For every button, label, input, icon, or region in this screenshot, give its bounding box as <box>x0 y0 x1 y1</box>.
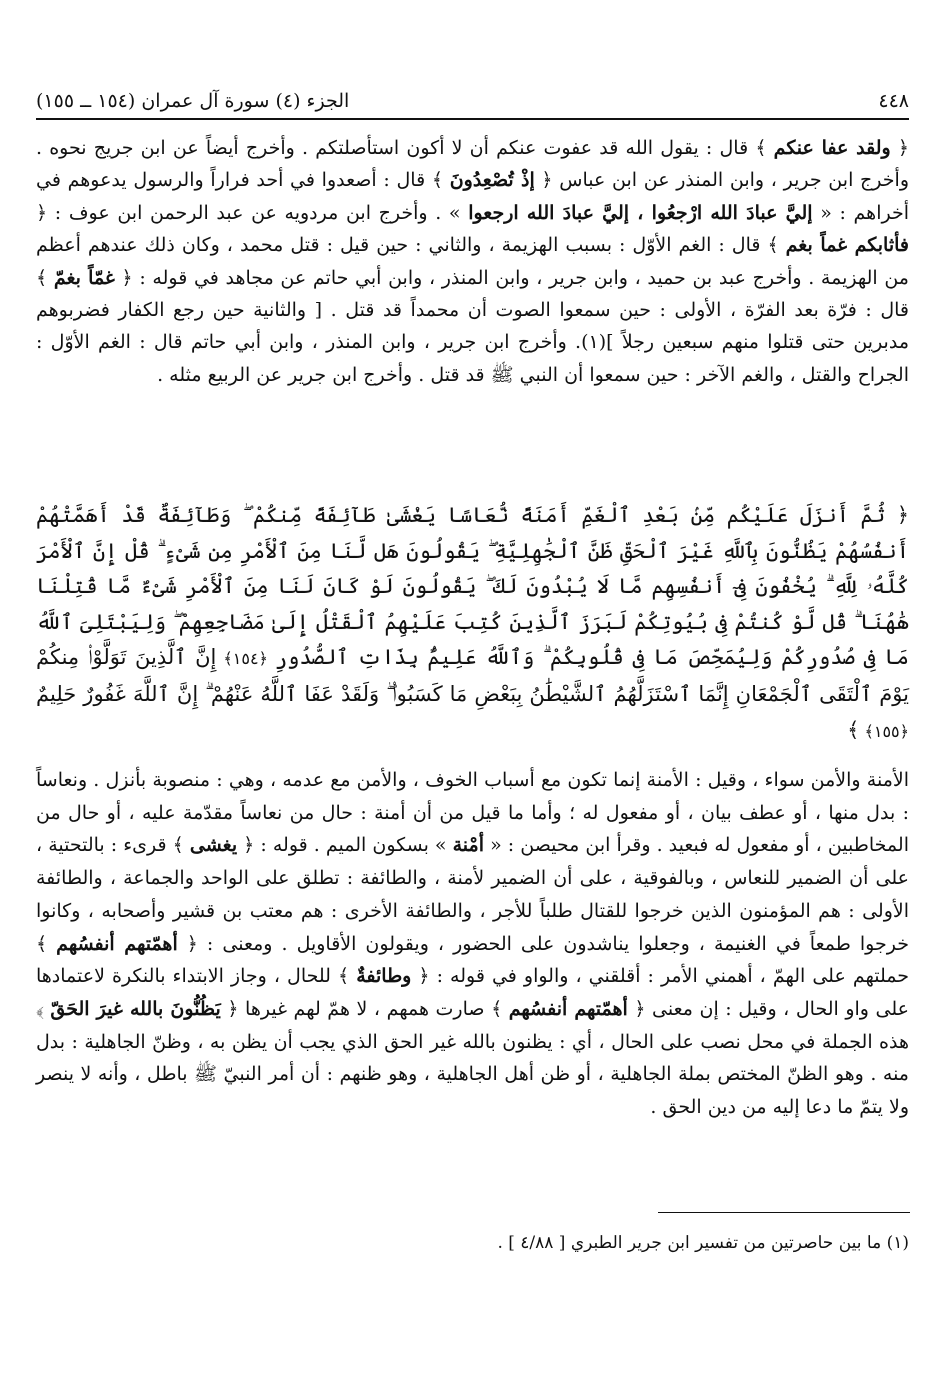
footnote-rule <box>658 1212 910 1213</box>
commentary-paragraph-2 <box>36 764 909 1124</box>
text-run: ﴾ هذه الجملة في محل نصب على الحال ، أي : يظنون بالله غير الحق الذي يجب أن يظن به ، وظنّ الجاهلية : بدل منه . وهو الظنّ المختص بملة الجاهلية ، أو ظن أهل الجاهلية ، وهو ظنهم : أن أمر النبيّ ﷺ باطل ، وأنه لا ينصر ولا يتمّ ما دعا إليه من دين الحق . <box>36 997 909 1119</box>
quoted-phrase: أهمّتهم أنفسُهم <box>56 932 178 955</box>
quoted-phrase: ولقد عفا عنكم <box>773 137 891 159</box>
quoted-phrase: يَظُنُّونَ بالله غيرَ الحَقّ <box>50 997 221 1020</box>
quoted-phrase: وطائفةٌ <box>356 965 412 988</box>
page-header <box>36 86 909 116</box>
text-run: » بسكون الميم . قوله : ﴿ <box>237 834 453 857</box>
page-number: ٤٤٨ <box>878 90 909 112</box>
quoted-phrase: أمْنة <box>452 834 485 857</box>
ornate-bracket-open: ﴿ <box>885 503 909 527</box>
quoted-phrase: أهمّتهم أنفسُهم <box>508 997 628 1020</box>
text-run: ﴾ قال : فرّة بعد الفرّة ، الأولى : حين سمعوا الصوت أن محمداً قد قتل . [ والثانية حين رجع الكفار فضربوهم مدبرين حتى قتلوا منهم سبعين رجلاً ](١). وأخرج ابن جرير ، وابن المنذر ، وابن أبي حاتم قال : الغم الأوّل : الجراح والقتل ، والغم الآخر : حين سمعوا أن النبي ﷺ قد قتل . وأخرج ابن جرير عن الربيع مثله . <box>36 266 909 386</box>
header-rule <box>36 118 909 120</box>
quoted-phrase: فأثابكم غماً بغم <box>785 234 909 257</box>
verse-155: إِنَّ ٱلَّذِينَ تَوَلَّوْا۟ مِنكُمْ يَوْمَ ٱلْتَقَى ٱلْجَمْعَانِ إِنَّمَا ٱسْتَزَلَّهُمُ ٱلشَّيْطَٰنُ بِبَعْضِ مَا كَسَبُوا۟ ۖ وَلَقَدْ عَفَا ٱللَّهُ عَنْهُمْ ۗ إِنَّ ٱللَّهَ غَفُورٌ حَلِيمٌ <box>36 645 909 706</box>
commentary-paragraph-1 <box>36 132 909 391</box>
text-run: الأمنة والأمن سواء ، وقيل : الأمنة إنما تكون مع أسباب الخوف ، والأمن مع عدمه ، وهي : منصوبة بأنزل . ونعاساً : بدل منها ، أو عطف بيان ، أو مفعول له ؛ وأما ما قيل من أن أمنة : حال من نعاساً مقدّمة عليه ، أو حال من المخاطبين ، أو مفعول له فبعيد . وقرأ ابن محيصن : « <box>36 769 909 857</box>
text-run: ﴾ قال : أصعدوا في أحد فراراً والرسول يدعوهم في أخراهم : « <box>36 169 909 224</box>
footnote: (١) ما بين حاصرتين من تفسير ابن جرير الطبري [ ٤/٨٨ ] . <box>497 1233 909 1253</box>
text-run: ﴾ قال : الغم الأوّل : بسبب الهزيمة ، والثاني : حين قيل : قتل محمد ، وكان ذلك عندهم أعظم من الهزيمة . وأخرج عبد بن حميد ، وابن جرير ، وابن المنذر ، وابن أبي حاتم عن مجاهد في قوله : ﴿ <box>36 234 909 289</box>
text-run: ﴾ حملتهم على الهمّ ، أهمني الأمر : أقلقني ، والواو في قوله : ﴿ <box>36 932 910 988</box>
text-run: ﴾ قرىء : بالتحتية ، على أن الضمير للنعاس ، وبالفوقية ، على أن الضمير لأمنة ، والطائفة : تطلق على الواحد والجماعة ، والطائفة الأولى : هم المؤمنون الذين خرجوا للقتال طلباً للأجر ، والطائفة الأخرى : هم معتب بن قشير وأصحابه ، وكانوا خرجوا طمعاً في الغنيمة ، وجعلوا يناشدون على الحضور ، ويقولون الأقاويل . ومعنى : ﴿ <box>36 834 909 955</box>
text-run: ﴾ صارت همهم ، لا همّ لهم غيرها ﴿ <box>220 997 509 1020</box>
verse-number-154: ﴿١٥٤﴾ <box>216 649 275 668</box>
quoted-phrase: غمّاً بغمّ <box>53 266 115 289</box>
quoted-phrase: إليَّ عبادَ الله ارْجعُوا ، إليَّ عبادَ الله ارجعوا <box>468 201 813 224</box>
text-run: ﴿ <box>890 137 909 159</box>
text-run: ﴾ قال : يقول الله قد عفوت عنكم أن لا أكون استأصلتكم . وأخرج أيضاً عن ابن جريج نحوه . وأخرج ابن جرير ، وابن المنذر عن ابن عباس ﴿ <box>36 137 909 192</box>
quoted-phrase: يغشى <box>189 834 238 857</box>
verse-154: ثُمَّ أَنزَلَ عَلَيْكُم مِّنۢ بَعْدِ ٱلْغَمِّ أَمَنَةً نُّعَاسًا يَغْشَىٰ طَآئِفَةً مِّنكُمْ ۖ وَطَآئِفَةٌ قَدْ أَهَمَّتْهُمْ أَنفُسُهُمْ يَظُنُّونَ بِٱللَّهِ غَيْرَ ٱلْحَقِّ ظَنَّ ٱلْجَٰهِلِيَّةِ ۖ يَقُولُونَ هَل لَّنَا مِنَ ٱلْأَمْرِ مِن شَىْءٍ ۗ قُلْ إِنَّ ٱلْأَمْرَ كُلَّهُۥ لِلَّهِ ۗ يُخْفُونَ فِىٓ أَنفُسِهِم مَّا لَا يُبْدُونَ لَكَ ۖ يَقُولُونَ لَوْ كَانَ لَنَا مِنَ ٱلْأَمْرِ شَىْءٌ مَّا قُتِلْنَا هَٰهُنَا ۗ قُل لَّوْ كُنتُمْ فِى بُيُوتِكُمْ لَبَرَزَ ٱلَّذِينَ كُتِبَ عَلَيْهِمُ ٱلْقَتْلُ إِلَىٰ مَضَاجِعِهِمْ ۖ وَلِيَبْتَلِىَ ٱللَّهُ مَا فِى صُدُورِكُمْ وَلِيُمَحِّصَ مَا فِى قُلُوبِكُمْ ۗ وَٱللَّهُ عَلِيمٌۢ بِذَاتِ ٱلصُّدُورِ <box>36 503 909 669</box>
ornate-bracket-close: ﴾ <box>847 718 860 742</box>
text-run: ﴾ للحال ، وجاز الابتداء بالنكرة لاعتمادها على واو الحال ، وقيل : إن معنى ﴿ <box>36 965 909 1020</box>
quoted-phrase: إذْ تُصْعِدُونَ <box>449 169 535 192</box>
verse-number-155: ﴿١٥٥﴾ <box>859 722 909 741</box>
text-run: » . وأخرج ابن مردويه عن عبد الرحمن ابن عوف : ﴿ <box>36 201 469 224</box>
quran-verses <box>36 498 909 750</box>
running-title: الجزء (٤) سورة آل عمران (١٥٤ ــ ١٥٥) <box>36 90 350 112</box>
